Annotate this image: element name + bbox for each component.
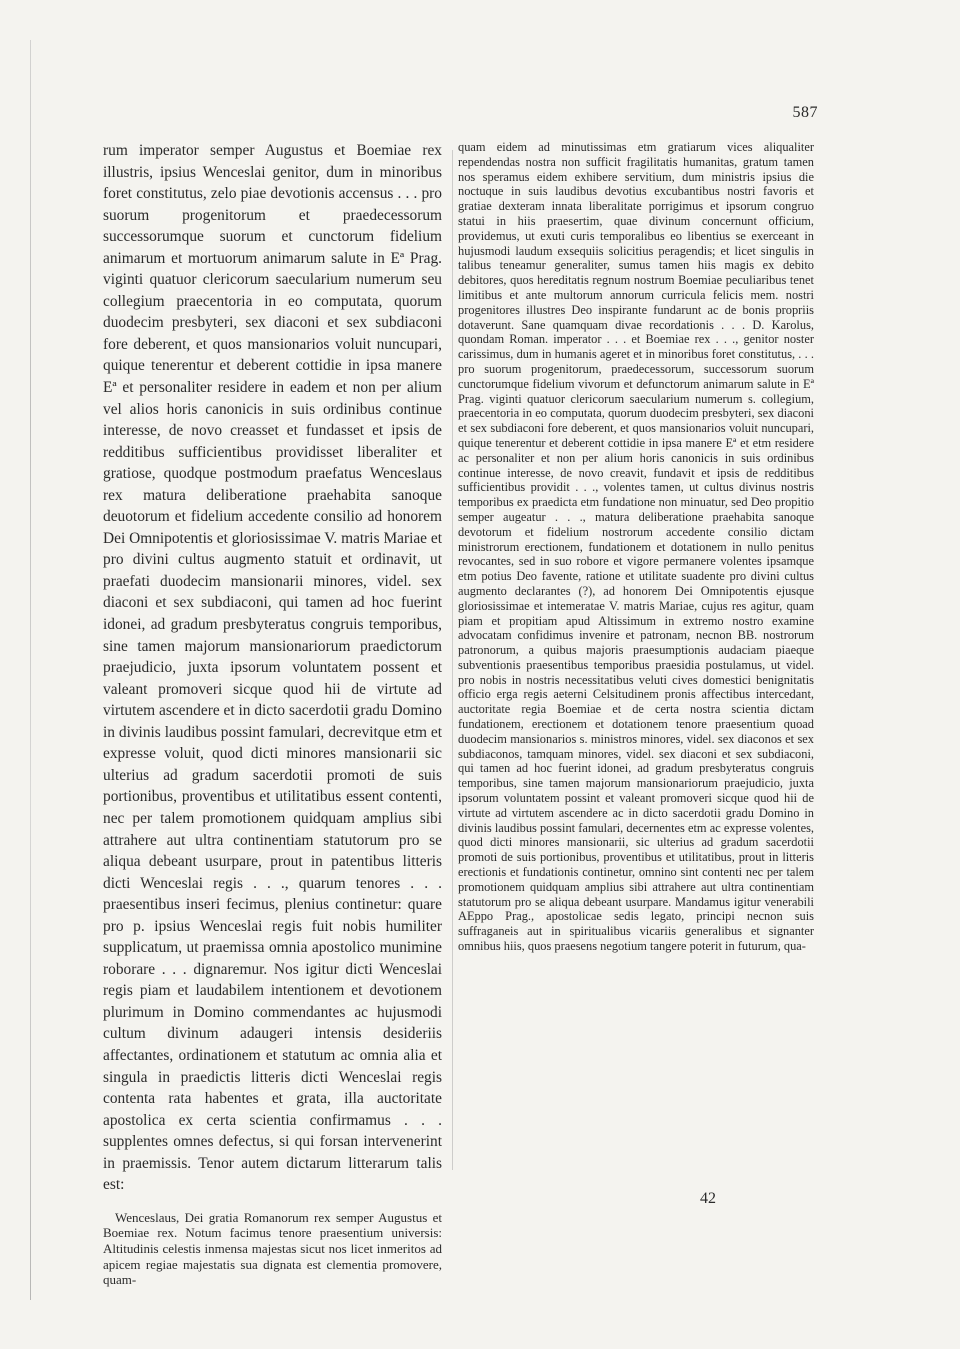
column-divider [452,150,453,1170]
inserted-letter [103,1210,442,1288]
page-number: 587 [792,104,818,121]
binding-edge [30,40,31,1300]
left-column [103,140,442,1288]
left-main-paragraph: rum imperator semper Augustus et Boemiae rex illustris, ipsius Wenceslai genitor, dum in minoribus foret constitutus, zelo piae devotionis accensus . . . pro suorum progenitorum et praedecessorum successorumque suorum et cunctorum fidelium animarum et mortuorum animarum salute in Eª Prag. viginti quatuor clericorum saecularium numerum seu collegium praecentoria in eo computata, quorum duodecim presbyteri, sex diaconi et sex subdiaconi fore deberent, et quos mansionarios voluit nuncupari, quique tenerentur et deberent cottidie in ipsa manere Eª et personaliter residere in eadem et non per alium vel alios horis canonicis in suis ordinibus continue interesse, de novo creasset et fundasset et ipsis de redditibus sufficientibus providisset liberaliter et gratiose, quodque postmodum praefatus Wenceslaus rex matura deliberatione praehabita sanoque deuotorum et fidelium accedente consilio ad honorem Dei Omnipotentis et gloriosissimae V. matris Mariae et pro divini cultus augmento statuit et ordinavit, ut praefati duodecim mansionarii minores, videl. sex diaconi et sex subdiaconi, qui tamen ad hoc fuerint idonei, ad gradum presbyteratus congruis temporibus, sine tamen majorum mansionariorum praedictorum praejudicio, juxta ipsorum voluntatem possent et valeant promoveri sicque quod hii de virtute ad virtutem ascendere et in dicto sacerdotii gradu Domino in divinis laudibus possint famulari, decrevitque etm et expresse voluit, quod dicti minores mansionarii sic ulterius ad gradum sacerdotii promoti de suis portionibus, proventibus et utilitatibus essent contenti, nec per talem promotionem quidquam amplius sibi attrahere aut ultra continentiam statutorum pro se aliqua debeant usurpare, prout in patentibus litteris dicti Wenceslai regis . . ., quarum tenores . . . praesentibus inseri fecimus, plenius continetur: quare pro p. ipsius Wenceslai regis fuit nobis humiliter supplicatum, ut praemissa omnia apostolico munimine roborare . . . dignaremur. Nos igitur dicti Wenceslai regis piam et laudabilem intentionem et devotionem plurimum in Domino commendantes ac hujusmodi cultum divinum adaugeri intensis desideriis affectantes, ordinationem et statutum ac omnia alia et singula in praedictis litteris dicti Wenceslai regis contenta rata habentes et grata, illa auctoritate apostolica ex certa scientia confirmamus . . . supplentes omnes defectus, si qui forsan intervenerint in praemissis. Tenor autem dictarum litterarum talis est: [103,142,442,1194]
signature-mark: 42 [700,1190,716,1207]
right-column-paragraph: quam eidem ad minutissimas etm gratiarum vices aliqualiter rependendas nostra non sufficit fragilitatis humanitas, gratum tamen nos speramus eidem exhibere servitium, dum ministris ipsius die noctuque in suis laudibus devotius excubantibus nostri favoris et gratiae dexteram innata liberalitate porrigimus et ipsorum congruo statui in hiis praesertim, quae divinum concernunt officium, providemus, ut exuti curis temporalibus eo libentius se exerceant in hujusmodi laudum exsequiis solicitius peragendis; et licet singulis in talibus teneamur generaliter, sumus tamen hiis magis ex debito debitores, quos hereditatis regnum nostrum Boemiae peculiaribus tenet limitibus et ante multorum annorum curricula felicis mem. nostri progenitores illustres Deo inspirante fundarunt ac de bonis propriis dotaverunt. Sane quamquam divae recordationis . . . D. Karolus, quondam Roman. imperator . . . et Boemiae rex . . ., genitor noster carissimus, dum in humanis ageret et in minoribus foret constitutus, . . . pro suorum progenitorum, praedecessorum, successorum suorum cunctorumque fidelium vivorum et defunctorum animarum salute in Eª Prag. viginti quatuor clericorum saecularium numerum s. collegium, praecentoria in eo computata, quorum duodecim presbyteri, sex diaconi et sex subdiaconi fore deberent, et quos mansionarios voluit nuncupari, quique tenerentur et deberent cottidie in ipsa manere Eª et etm residere ac personaliter et non per alium horis canonicis in suis ordinibus continue interesse, de novo creavit, fundavit et ipsis de redditibus sufficientibus providit . . ., volentes tamen, ut cultus divinus nostris temporibus ex praedicta etm fundatione non minuatur, sed Deo propitio semper augeatur . . ., matura deliberatione praehabita sanoque devotorum et fidelium nostrorum accedente consilio dictam ministrorum erectionem, fundationem et dotationem in nullo penitus revocantes, sed in suo robore et vigore permanere volentes ipsamque etm potius Deo favente, ratione et utilitate suadente pro divini cultus augmento declarantes (?), ad honorem Dei Omnipotentis ejusque gloriosissimae et intemeratae V. matris Mariae, cujus res agitur, quam piam et propitiam apud Altissimum in extremo nostro examine advocatam confidimus invenire et patronam, necnon BB. nostrorum patronorum, a quibus majoris praesumptionis audaciam piaeque subventionis praesentibus temporibus praesidia postulamus, ut videl. pro nobis in nostris necessitatibus veluti cives domestici benignitatis officio erga regis aeterni Celsitudinem pronis affectibus intercedant, auctoritate regia Boemiae et de certa nostra scientia dictam fundationem, erectionem et dotationem tenore praesentium quoad duodecim mansionarios s. ministros minores, videl. sex diaconos et sex subdiaconos, tamquam minores, videl. sex diaconi et sex subdiaconi, qui tamen ad hoc fuerint idonei, ad gradum presbyteratus congruis temporibus, sine tamen majorum mansionariorum praejudicio, juxta ipsorum voluntatem possint et valeant promoveri sicque quod hii de virtute ad virtutem ascendere ac in dicto sacerdotii gradu Domino in divinis laudibus possint famulari, decernentes etm ac expresse volentes, quod dicti minores mansionarii, sic ulterius ad gradum sacerdotii promoti de suis portionibus, proventibus et utilitatibus, prout in litteris erectionis et fundationis continetur, omnino sint contenti nec per talem promotionem quidquam amplius sibi attrahere aut ultra continentiam statutorum pro se aliqua debeant usurpare. Mandamus igitur venerabili AEppo Prag., apostolicae sedis legato, principi necnon suis suffraganeis aut in spiritualibus vicariis generalibus et signanter omnibus hiis, quos praesens negotium tangere poterit in futurum, qua- [458,140,814,954]
letter-paragraph: Wenceslaus, Dei gratia Romanorum rex semper Augustus et Boemiae rex. Notum facimus tenore praesentium universis: Altitudinis celestis inmensa majestas sicut nos licet inmeritos ad apicem regiae majestatis sua dignata est clementia promovere, quam- [103,1209,442,1288]
left-main-text [103,140,442,1196]
right-column [458,140,814,954]
